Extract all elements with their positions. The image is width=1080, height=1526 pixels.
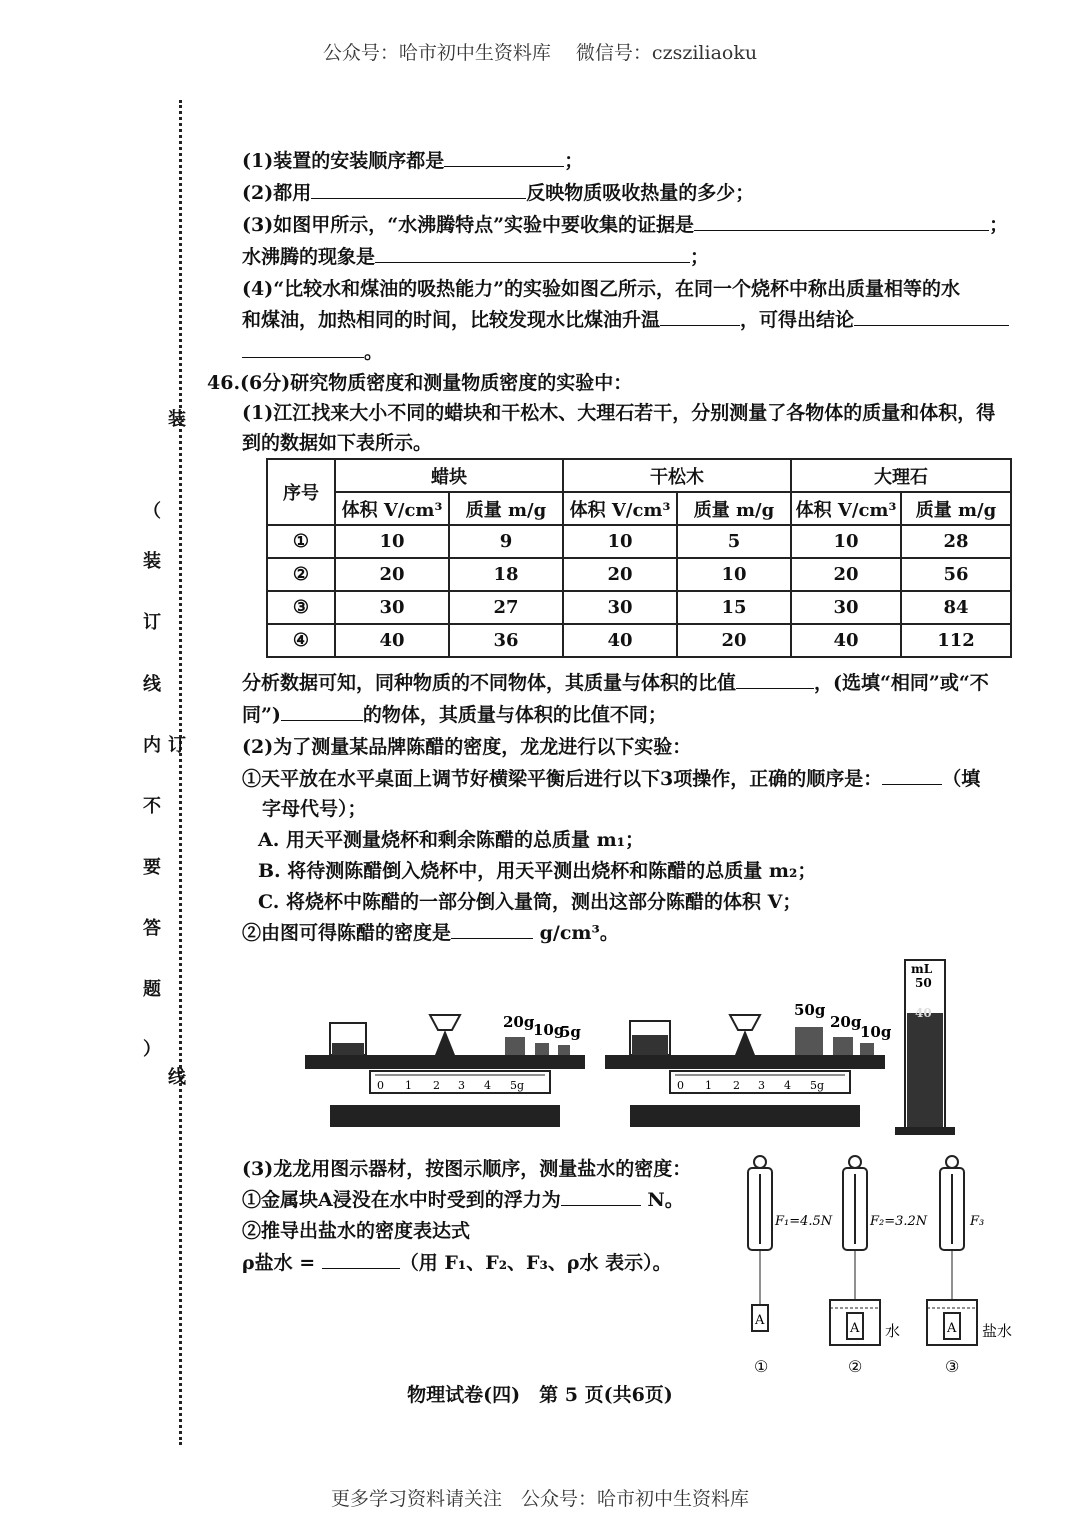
scale-tick: 4: [784, 1079, 791, 1092]
spring-scale-2: [830, 1156, 928, 1376]
page-number: 物理试卷(四) 第 5 页(共6页): [407, 1384, 673, 1406]
table-subheader: 质量 m/g: [449, 492, 563, 525]
option-c: C. 将烧杯中陈醋的一部分倒入量筒，测出这部分陈醋的体积 V；: [258, 891, 802, 913]
scale-tick: 0: [677, 1079, 684, 1092]
table-subheader: 质量 m/g: [901, 492, 1011, 525]
q46-p3-3: ρ盐水 = （用 F₁、F₂、F₃、ρ水 表示）。: [242, 1252, 672, 1274]
table-cell: 30: [335, 591, 449, 624]
margin-char: 题: [143, 979, 161, 1000]
table-cell: ①: [267, 525, 335, 558]
q45-part1: (1)装置的安装顺序都是 ；: [242, 150, 584, 172]
answer-blank[interactable]: [660, 307, 740, 326]
margin-char: 订: [143, 612, 161, 633]
liquid-label: 水: [885, 1322, 901, 1340]
balance-right: [605, 1001, 892, 1127]
q45-part4a: (4)“比较水和煤油的吸热能力”的实验如图乙所示，在同一个烧杯中称出质量相等的水: [242, 278, 961, 300]
table-cell: 40: [563, 624, 677, 657]
table-cell: 20: [335, 558, 449, 591]
balance-left: [305, 1013, 585, 1127]
margin-char: 内: [143, 735, 161, 756]
q45-part4c: 。: [242, 337, 383, 364]
table-cell: 20: [677, 624, 791, 657]
margin-char: 线: [168, 1067, 186, 1088]
margin-char: 不: [143, 796, 161, 817]
table-cell: 40: [335, 624, 449, 657]
answer-blank[interactable]: [736, 670, 814, 689]
table-header: 蜡块: [335, 459, 563, 492]
spring-scale-3: [927, 1156, 1012, 1376]
weight-label: 10g: [533, 1021, 565, 1039]
scale-tick: 5g: [510, 1079, 525, 1092]
answer-blank[interactable]: [311, 180, 526, 199]
table-cell: ③: [267, 591, 335, 624]
table-subheader: 体积 V/cm³: [563, 492, 677, 525]
table-cell: 10: [677, 558, 791, 591]
answer-blank[interactable]: [451, 920, 533, 939]
weight-label: 20g: [830, 1013, 862, 1031]
answer-blank[interactable]: [854, 307, 1009, 326]
cylinder-mark: 40: [915, 1006, 932, 1020]
balance-figure: [300, 955, 960, 1140]
margin-char: 答: [143, 918, 161, 939]
table-row: [267, 525, 1011, 558]
table-header: 序号: [267, 459, 335, 525]
margin-char: （: [143, 501, 161, 522]
table-cell: 10: [335, 525, 449, 558]
table-row: [267, 591, 1011, 624]
force-label: F₃: [970, 1214, 985, 1229]
answer-blank[interactable]: [375, 244, 690, 263]
table-cell: 5: [677, 525, 791, 558]
table-cell: 20: [791, 558, 901, 591]
table-cell: 28: [901, 525, 1011, 558]
table-row: [267, 558, 1011, 591]
block-label: A: [850, 1321, 860, 1336]
block-label: A: [755, 1313, 765, 1328]
answer-blank[interactable]: [322, 1250, 400, 1269]
table-cell: 84: [901, 591, 1011, 624]
margin-char: 要: [143, 857, 161, 878]
weight-label: 5g: [560, 1023, 581, 1041]
cylinder-unit: mL: [911, 962, 933, 976]
table-subheader: 质量 m/g: [677, 492, 791, 525]
q46-p3-1: ①金属块A浸没在水中时受到的浮力为 N。: [242, 1189, 684, 1211]
figure-number: ①: [754, 1357, 769, 1376]
scale-tick: 3: [758, 1079, 765, 1092]
liquid-label: 盐水: [982, 1322, 1013, 1340]
weight-label: 20g: [503, 1013, 535, 1031]
table-cell: 40: [791, 624, 901, 657]
answer-blank[interactable]: [694, 212, 989, 231]
spring-scale-1: [748, 1156, 833, 1376]
q45-part3: (3)如图甲所示，“水沸腾特点”实验中要收集的证据是 ；: [242, 214, 1009, 236]
force-label: F₁=4.5N: [775, 1214, 833, 1229]
q45-part3b: 水沸腾的现象是 ；: [242, 246, 710, 268]
header-banner: 公众号：哈市初中生资料库 微信号：czsziliaoku: [322, 42, 758, 64]
table-cell: 36: [449, 624, 563, 657]
scale-tick: 5g: [810, 1079, 825, 1092]
scale-tick: 4: [484, 1079, 491, 1092]
footer-banner: 更多学习资料请关注 公众号：哈市初中生资料库: [330, 1488, 749, 1510]
graduated-cylinder: [895, 960, 955, 1135]
table-cell: 10: [791, 525, 901, 558]
table-cell: 15: [677, 591, 791, 624]
table-cell: 30: [791, 591, 901, 624]
cylinder-mark: 50: [915, 976, 932, 990]
data-table: [266, 458, 1012, 658]
q46-p1a: (1)江江找来大小不同的蜡块和干松木、大理石若干，分别测量了各物体的质量和体积，得: [242, 402, 996, 424]
weight-label: 50g: [794, 1001, 826, 1019]
answer-blank[interactable]: [242, 339, 364, 358]
binding-dotted-line: [179, 100, 182, 1445]
q46-p2-1c: 字母代号）；: [262, 798, 367, 820]
q46-p3: (3)龙龙用图示器材，按图示顺序，测量盐水的密度：: [242, 1158, 692, 1180]
analysis-line1: 分析数据可知，同种物质的不同物体，其质量与体积的比值 ，(选填“相同”或“不: [242, 672, 989, 694]
figure-number: ③: [945, 1357, 960, 1376]
answer-blank[interactable]: [882, 766, 942, 785]
spring-scale-figure: [730, 1150, 1040, 1380]
margin-char: ）: [143, 1039, 161, 1060]
option-a: A. 用天平测量烧杯和剩余陈醋的总质量 m₁；: [258, 829, 645, 851]
answer-blank[interactable]: [281, 702, 363, 721]
scale-tick: 3: [458, 1079, 465, 1092]
table-row: [267, 624, 1011, 657]
q45-part2: (2)都用 反映物质吸收热量的多少；: [242, 182, 755, 204]
table-cell: 27: [449, 591, 563, 624]
scale-tick: 2: [433, 1079, 440, 1092]
scale-tick: 0: [377, 1079, 384, 1092]
block-label: A: [947, 1321, 957, 1336]
margin-char: 线: [143, 674, 161, 695]
analysis-line2: 同”) 的物体，其质量与体积的比值不同；: [242, 704, 667, 726]
table-subheader: 体积 V/cm³: [335, 492, 449, 525]
q46-p2: (2)为了测量某品牌陈醋的密度，龙龙进行以下实验：: [242, 736, 692, 758]
table-header: 干松木: [563, 459, 791, 492]
table-cell: 18: [449, 558, 563, 591]
scale-tick: 2: [733, 1079, 740, 1092]
scale-tick: 1: [705, 1079, 712, 1092]
margin-char: 装: [168, 409, 186, 430]
margin-char: 装: [143, 551, 161, 572]
table-cell: ②: [267, 558, 335, 591]
margin-char: 订: [168, 735, 186, 756]
q46-p1b: 到的数据如下表所示。: [242, 432, 433, 454]
table-cell: 56: [901, 558, 1011, 591]
table-cell: 10: [563, 525, 677, 558]
table-cell: ④: [267, 624, 335, 657]
table-cell: 112: [901, 624, 1011, 657]
q45-part4b: 和煤油，加热相同的时间，比较发现水比煤油升温 ，可得出结论: [242, 305, 1009, 332]
q46-p2-2: ②由图可得陈醋的密度是 g/cm³。: [242, 922, 619, 944]
answer-blank[interactable]: [561, 1187, 641, 1206]
answer-blank[interactable]: [444, 148, 564, 167]
table-cell: 20: [563, 558, 677, 591]
force-label: F₂=3.2N: [870, 1214, 928, 1229]
q46-p3-2: ②推导出盐水的密度表达式: [242, 1220, 471, 1242]
table-subheader: 体积 V/cm³: [791, 492, 901, 525]
table-header: 大理石: [791, 459, 1011, 492]
option-b: B. 将待测陈醋倒入烧杯中，用天平测出烧杯和陈醋的总质量 m₂；: [258, 860, 817, 882]
q46-title: 46.(6分)研究物质密度和测量物质密度的实验中：: [207, 372, 633, 394]
weight-label: 10g: [860, 1023, 892, 1041]
q46-p2-1: ①天平放在水平桌面上调节好横梁平衡后进行以下3项操作，正确的顺序是： （填: [242, 768, 981, 790]
figure-number: ②: [848, 1357, 863, 1376]
table-cell: 9: [449, 525, 563, 558]
scale-tick: 1: [405, 1079, 412, 1092]
table-cell: 30: [563, 591, 677, 624]
